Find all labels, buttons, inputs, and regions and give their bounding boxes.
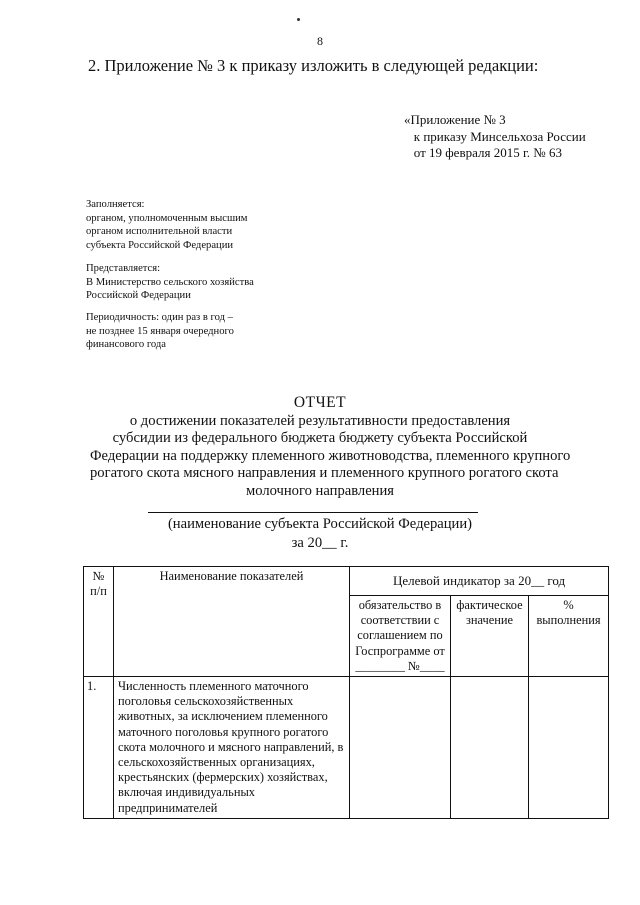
appendix-line: от 19 февраля 2015 г. № 63 — [404, 145, 562, 160]
appendix-header — [404, 112, 586, 162]
subtitle-line: рогатого скота мясного направления и племенного крупного рогатого скота — [90, 465, 559, 482]
subject-caption: (наименование субъекта Российской Федерации) — [167, 516, 473, 532]
page-number: 8 — [317, 34, 323, 48]
scan-mark — [297, 18, 300, 21]
periodicity-line: финансового года — [86, 339, 166, 351]
header-target-indicator: Целевой индикатор за 20__ год — [350, 567, 609, 596]
periodicity-block — [86, 311, 234, 352]
filled-by-block — [86, 198, 248, 252]
filled-by-line: субъекта Российской Федерации — [86, 239, 234, 251]
subtitle-line: Федерации на поддержку племенного животноводства, племенного крупного — [90, 447, 571, 464]
report-subtitle — [90, 413, 571, 500]
row-indicator-name: Численность племенного маточного поголовья сельскохозяйственных животных, за исключением племенного маточного поголовья крупного рогатого скота молочного и мясного направлений, в сельскохозяйственных организациях, крестьянских (фермерских) хозяйствах, включая индивидуальных предпринимателей — [114, 677, 350, 819]
periodicity-line: Периодичность: один раз в год – — [86, 312, 233, 323]
table-header-row — [84, 567, 609, 596]
submitted-to-block — [86, 262, 254, 303]
submitted-to-line: Представляется: — [86, 263, 161, 274]
row-actual — [451, 677, 529, 819]
report-year: за 20__ г. — [291, 535, 349, 551]
subject-name-line — [148, 512, 478, 513]
periodicity-line: не позднее 15 января очередного — [86, 325, 234, 337]
filled-by-line: органом исполнительной власти — [86, 226, 233, 238]
header-number: № п/п — [84, 567, 114, 677]
table-row — [84, 677, 609, 819]
row-number: 1. — [84, 677, 114, 819]
indicators-table — [83, 566, 609, 819]
filled-by-line: Заполняется: — [86, 199, 145, 210]
subtitle-line: о достижении показателей результативности предоставления — [129, 413, 511, 429]
submitted-to-line: Российской Федерации — [86, 290, 191, 302]
report-title: ОТЧЕТ — [293, 394, 347, 411]
subtitle-line: субсидии из федерального бюджета бюджету субъекта Российской — [112, 430, 528, 447]
amendment-instruction: 2. Приложение № 3 к приказу изложить в следующей редакции: — [88, 56, 539, 75]
subtitle-line: молочного направления — [245, 482, 395, 499]
header-obligation: обязательство в соответствии с соглашением по Госпрограмме от ________ №____ — [350, 596, 451, 677]
row-percent — [529, 677, 609, 819]
header-indicator-name: Наименование показателей — [114, 567, 350, 677]
filled-by-line: органом, уполномоченным высшим — [86, 212, 248, 224]
appendix-line: «Приложение № 3 — [404, 112, 506, 127]
row-obligation — [350, 677, 451, 819]
header-actual: фактическое значение — [451, 596, 529, 677]
submitted-to-line: В Министерство сельского хозяйства — [86, 276, 254, 288]
header-percent: % выполнения — [529, 596, 609, 677]
appendix-line: к приказу Минсельхоза России — [404, 128, 586, 144]
